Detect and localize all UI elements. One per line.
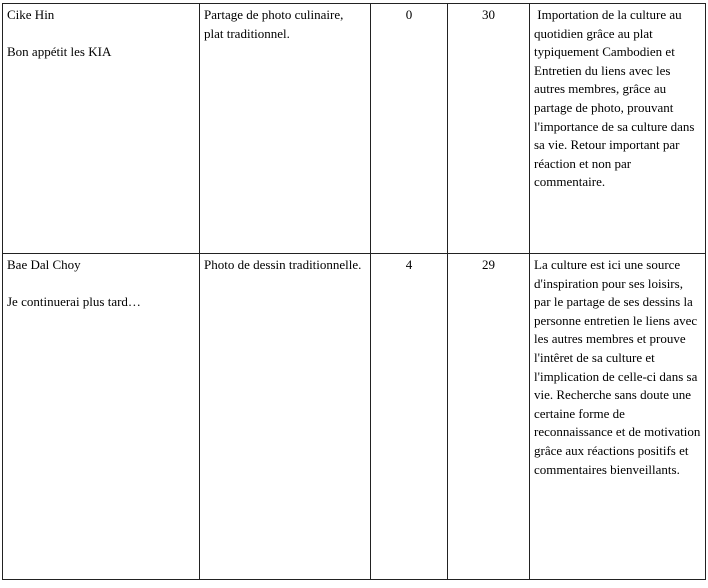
post-message: Je continuerai plus tard… xyxy=(7,293,141,309)
table-row xyxy=(3,4,706,254)
author-cell xyxy=(3,254,200,580)
content-type-cell xyxy=(200,254,371,580)
comments-count: 0 xyxy=(405,7,413,22)
comments-count-cell xyxy=(371,254,448,580)
analysis-cell xyxy=(530,4,706,254)
author-name: Bae Dal Choy xyxy=(7,257,81,272)
table-row xyxy=(3,254,706,580)
analysis-table xyxy=(2,3,706,580)
analysis-text: Importation de la culture au quotidien grâce au plat typiquement Cambodien et Entretien du liens avec les autres membres, grâce au partage de photo, prouvant l'importance de sa culture dans sa vie. Retour important par réaction et non par commentaire. xyxy=(534,7,698,190)
analysis-cell xyxy=(530,254,706,580)
author-name: Cike Hin xyxy=(7,7,55,22)
reactions-count: 29 xyxy=(482,257,495,272)
content-type-cell xyxy=(200,4,371,254)
reactions-count: 30 xyxy=(482,7,495,22)
reactions-count-cell xyxy=(448,254,530,580)
post-message: Bon appétit les KIA xyxy=(7,43,112,59)
reactions-count-cell xyxy=(448,4,530,254)
author-cell xyxy=(3,4,200,254)
content-type: Photo de dessin traditionnelle. xyxy=(204,257,362,272)
content-type: Partage de photo culinaire, plat traditionnel. xyxy=(204,7,344,41)
comments-count-cell xyxy=(371,4,448,254)
comments-count: 4 xyxy=(405,257,413,272)
analysis-text: La culture est ici une source d'inspiration pour ses loisirs, par le partage de ses dessins la personne entretien le liens avec les autres membres et prouve l'intêret de sa culture et l'implication de celle-ci dans sa vie. Recherche sans doute une certaine forme de reconnaissance et de motivation grâce aux réactions positifs et commentaires bienveillants. xyxy=(534,257,701,477)
